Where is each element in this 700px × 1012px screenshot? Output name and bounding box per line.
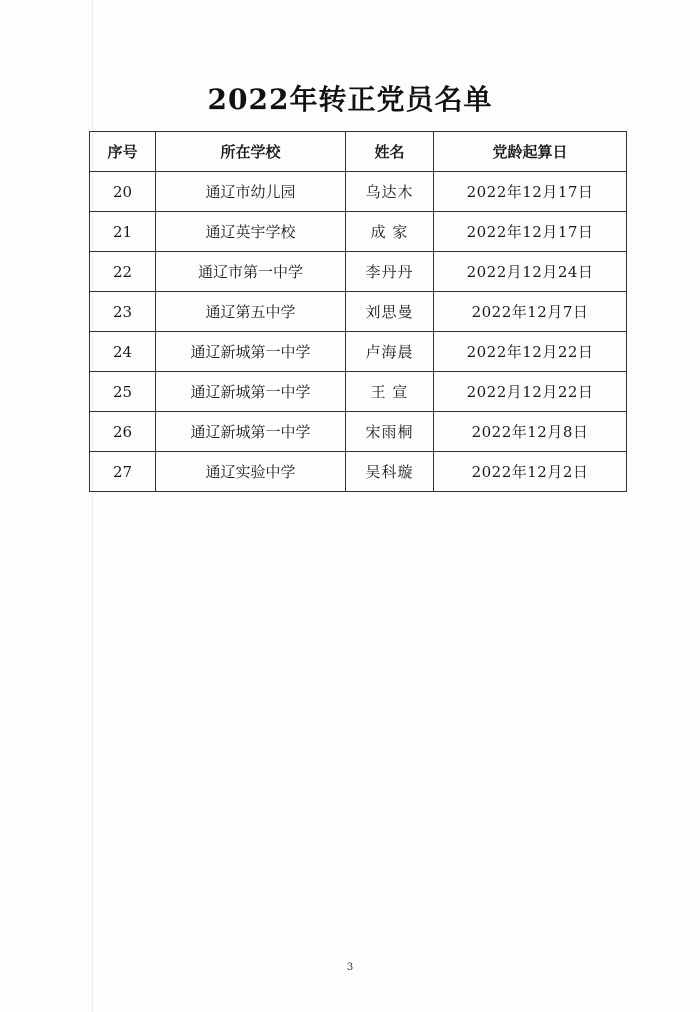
cell-seq: 26 bbox=[90, 412, 156, 452]
table-row bbox=[90, 372, 627, 412]
cell-school: 通辽新城第一中学 bbox=[156, 372, 346, 412]
header-school: 所在学校 bbox=[156, 132, 346, 172]
table-row bbox=[90, 292, 627, 332]
cell-name: 卢海晨 bbox=[346, 332, 434, 372]
cell-date: 2022月12月24日 bbox=[434, 252, 627, 292]
header-date: 党龄起算日 bbox=[434, 132, 627, 172]
table-row bbox=[90, 332, 627, 372]
party-member-table bbox=[89, 131, 627, 492]
cell-school: 通辽新城第一中学 bbox=[156, 332, 346, 372]
cell-name: 李丹丹 bbox=[346, 252, 434, 292]
table-row bbox=[90, 212, 627, 252]
page-number: 3 bbox=[346, 962, 354, 973]
table-row bbox=[90, 252, 627, 292]
cell-seq: 27 bbox=[90, 452, 156, 492]
cell-school: 通辽新城第一中学 bbox=[156, 412, 346, 452]
cell-school: 通辽市第一中学 bbox=[156, 252, 346, 292]
cell-date: 2022年12月17日 bbox=[434, 172, 627, 212]
header-name: 姓名 bbox=[346, 132, 434, 172]
document-title: 2022年转正党员名单 bbox=[207, 83, 493, 116]
cell-date: 2022年12月17日 bbox=[434, 212, 627, 252]
cell-name: 王 宣 bbox=[346, 372, 434, 412]
cell-date: 2022月12月22日 bbox=[434, 372, 627, 412]
cell-date: 2022年12月8日 bbox=[434, 412, 627, 452]
cell-name: 乌达木 bbox=[346, 172, 434, 212]
cell-date: 2022年12月2日 bbox=[434, 452, 627, 492]
cell-seq: 22 bbox=[90, 252, 156, 292]
cell-date: 2022年12月22日 bbox=[434, 332, 627, 372]
table-row bbox=[90, 172, 627, 212]
cell-school: 通辽市幼儿园 bbox=[156, 172, 346, 212]
table-header-row bbox=[90, 132, 627, 172]
cell-name: 成 家 bbox=[346, 212, 434, 252]
cell-name: 吴科璇 bbox=[346, 452, 434, 492]
cell-school: 通辽英宇学校 bbox=[156, 212, 346, 252]
cell-name: 宋雨桐 bbox=[346, 412, 434, 452]
cell-seq: 20 bbox=[90, 172, 156, 212]
header-seq: 序号 bbox=[90, 132, 156, 172]
cell-seq: 25 bbox=[90, 372, 156, 412]
cell-name: 刘思曼 bbox=[346, 292, 434, 332]
cell-seq: 21 bbox=[90, 212, 156, 252]
table-row bbox=[90, 412, 627, 452]
cell-seq: 24 bbox=[90, 332, 156, 372]
cell-seq: 23 bbox=[90, 292, 156, 332]
cell-school: 通辽第五中学 bbox=[156, 292, 346, 332]
cell-date: 2022年12月7日 bbox=[434, 292, 627, 332]
table-row bbox=[90, 452, 627, 492]
cell-school: 通辽实验中学 bbox=[156, 452, 346, 492]
